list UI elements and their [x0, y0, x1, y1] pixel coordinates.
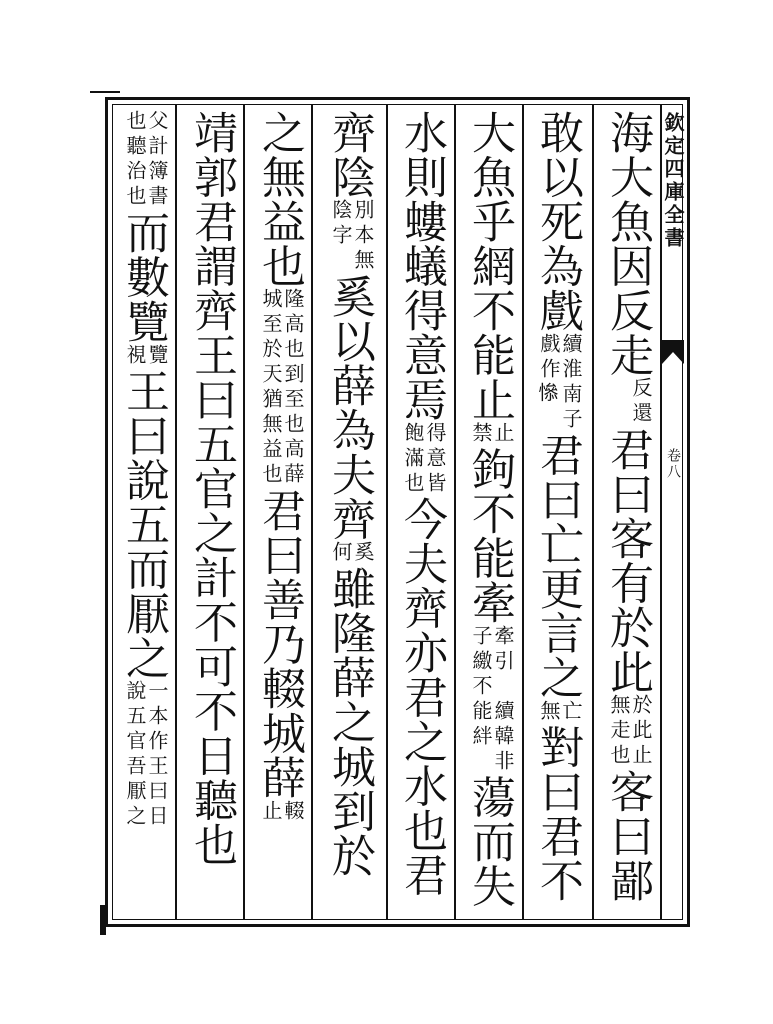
annotation: 覽 視	[123, 343, 169, 369]
edge-mark-left	[100, 905, 106, 935]
main-text: 雖隆薛之城到於	[324, 566, 375, 878]
annotation: 於此止 無走也	[607, 694, 653, 769]
main-text: 君曰亡更言之	[532, 432, 583, 700]
column-divider	[311, 104, 313, 920]
fish-tail-icon	[662, 340, 684, 364]
column-divider	[454, 104, 456, 920]
annotation: 亡 無	[537, 699, 583, 725]
annotation: 牽引 子繳不	[469, 624, 515, 700]
main-text: 靖郭君謂齊王曰五官之計不可不日聽也	[186, 110, 237, 867]
main-text: 蕩而失	[464, 774, 515, 908]
column-divider	[386, 104, 388, 920]
volume-label: 卷八	[665, 448, 681, 480]
text-column-6	[250, 104, 308, 916]
main-text: 對曰君不	[532, 724, 583, 903]
main-text: 海大魚因反走	[602, 110, 653, 377]
annotation: 輟 止	[259, 799, 305, 825]
text-column-1	[598, 104, 656, 916]
main-text: 大魚乎網不能止	[464, 110, 515, 422]
annotation: 隆高也到至也高薛 城至於天猶無益也	[259, 288, 305, 488]
annotation: 父計簿書 也聽治也	[123, 110, 169, 210]
annotation: 續淮南子 戲作𢡖	[537, 332, 583, 433]
main-text: 君曰善乃輟城薛	[254, 488, 305, 800]
annotation: 別本無 陰字	[329, 199, 375, 274]
main-text: 敢以死為戲	[532, 110, 583, 333]
annotation: 一本作王曰日 說五官吾厭之	[123, 680, 169, 830]
text-column-2	[528, 104, 586, 916]
column-divider	[243, 104, 245, 920]
main-text: 客曰鄙	[602, 769, 653, 903]
annotation: 止 禁	[469, 421, 515, 447]
text-column-7	[182, 104, 240, 916]
annotation: 得意皆 飽滿也	[401, 421, 447, 497]
main-text: 鉤不能牽	[464, 446, 515, 625]
annotation: 反還	[629, 377, 653, 427]
edge-mark-top	[90, 91, 120, 93]
text-column-5	[320, 104, 378, 916]
column-divider	[175, 104, 177, 920]
column-divider	[522, 104, 524, 920]
text-column-4	[392, 104, 450, 916]
main-text: 奚以薛為夫齊	[324, 274, 375, 541]
main-text: 今夫齊亦君之水也君	[396, 496, 447, 897]
main-text: 水則螻蟻得意焉	[396, 110, 447, 422]
column-divider	[592, 104, 594, 920]
annotation: 奚 何	[329, 541, 375, 566]
main-text: 之無益也	[254, 110, 305, 288]
text-column-3	[460, 104, 518, 916]
main-text: 王曰說五而厭之	[118, 368, 169, 680]
main-text: 齊陰	[324, 110, 375, 199]
annotation: 續韓非 能絆	[469, 699, 515, 775]
text-column-8	[114, 104, 172, 916]
main-text: 君曰客有於此	[602, 427, 653, 694]
main-text: 而數覽	[118, 210, 169, 344]
book-title: 欽定四庫全書	[661, 112, 685, 250]
